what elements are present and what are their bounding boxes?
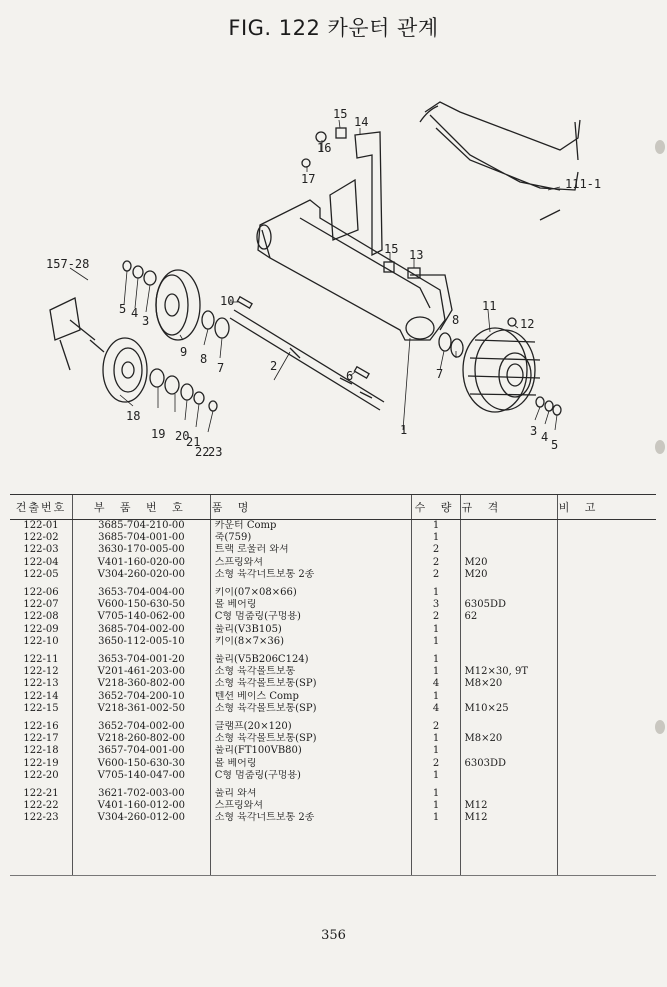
- row-index: 122-02: [23, 532, 59, 544]
- row-part-number: V218-360-802-00: [72, 678, 210, 690]
- table-row: [10, 691, 656, 703]
- row-spec: 6303DD: [460, 758, 557, 770]
- row-spec: M12×30, 9T: [460, 666, 557, 678]
- table-row: [10, 666, 656, 678]
- row-quantity: 1: [412, 624, 460, 636]
- callout-11: 11: [482, 299, 497, 313]
- row-index: 122-04: [23, 556, 59, 568]
- row-spec: 6305DD: [460, 599, 557, 611]
- row-part-name: 카운터 Comp: [210, 520, 412, 533]
- row-part-number: 3657-704-001-00: [72, 745, 210, 757]
- header-quantity: 수 량: [412, 495, 460, 520]
- row-quantity: 1: [412, 654, 460, 666]
- callout-13: 13: [409, 248, 424, 262]
- row-spec: M20: [460, 569, 557, 581]
- row-remarks: [557, 800, 656, 812]
- row-part-number: V201-461-203-00: [72, 666, 210, 678]
- row-part-number: V705-140-062-00: [72, 611, 210, 623]
- binder-hole: [655, 440, 665, 454]
- row-quantity: 1: [412, 691, 460, 703]
- row-part-number: V401-160-020-00: [72, 557, 210, 569]
- callout-157-28: 157-28: [46, 257, 90, 271]
- row-part-name: 스프링와셔: [210, 557, 412, 569]
- row-spec: [460, 587, 557, 599]
- page-number: 356: [321, 928, 346, 943]
- row-index: 122-10: [23, 635, 59, 647]
- table-row: [10, 812, 656, 824]
- row-part-name: 풀리(V3B105): [210, 624, 412, 636]
- parts-table-header: [10, 495, 656, 520]
- row-spec: [460, 520, 557, 533]
- row-remarks: [557, 654, 656, 666]
- row-part-number: V218-361-002-50: [72, 703, 210, 715]
- binder-hole: [655, 720, 665, 734]
- row-part-number: 3653-704-001-20: [72, 654, 210, 666]
- row-index: 122-15: [23, 702, 59, 714]
- row-index: 122-22: [23, 800, 59, 812]
- row-part-number: V600-150-630-30: [72, 758, 210, 770]
- table-row: [10, 636, 656, 648]
- row-index: 122-17: [23, 733, 59, 745]
- row-quantity: 1: [412, 587, 460, 599]
- row-index: 122-16: [23, 721, 59, 733]
- row-remarks: [557, 666, 656, 678]
- header-part-name: 품 명: [210, 495, 412, 520]
- row-part-number: V705-140-047-00: [72, 770, 210, 782]
- table-row: [10, 788, 656, 800]
- row-part-name: 키이(07×08×66): [210, 587, 412, 599]
- row-part-name: 키이(8×7×36): [210, 636, 412, 648]
- row-part-number: V304-260-012-00: [72, 812, 210, 824]
- table-row: [10, 654, 656, 666]
- row-part-name: 소형 육각볼트보통(SP): [210, 678, 412, 690]
- row-spec: [460, 691, 557, 703]
- row-remarks: [557, 544, 656, 556]
- row-index: 122-01: [23, 520, 59, 531]
- row-part-name: 소형 육각볼트보통(SP): [210, 733, 412, 745]
- row-index: 122-06: [23, 587, 59, 599]
- table-row: [10, 599, 656, 611]
- row-remarks: [557, 758, 656, 770]
- row-part-number: 3685-704-002-00: [72, 624, 210, 636]
- header-remarks: 비 고: [557, 495, 656, 520]
- row-index: 122-13: [23, 678, 59, 690]
- callout-10: 10: [220, 294, 235, 308]
- callout-5: 5: [119, 302, 127, 316]
- row-remarks: [557, 520, 656, 533]
- row-quantity: 3: [412, 599, 460, 611]
- row-part-name: 풀리(V5B206C124): [210, 654, 412, 666]
- row-remarks: [557, 733, 656, 745]
- table-footer-space: [10, 825, 656, 876]
- row-part-name: 풀리 와셔: [210, 788, 412, 800]
- row-quantity: 1: [412, 520, 460, 533]
- row-spec: [460, 532, 557, 544]
- row-quantity: 4: [412, 678, 460, 690]
- callout-5b: 5: [551, 438, 559, 452]
- row-spec: M8×20: [460, 678, 557, 690]
- row-spec: [460, 788, 557, 800]
- row-quantity: 2: [412, 611, 460, 623]
- callout-16: 16: [317, 141, 332, 155]
- callout-8: 8: [200, 352, 208, 366]
- table-row: [10, 557, 656, 569]
- callout-23: 23: [208, 445, 223, 459]
- row-quantity: 1: [412, 800, 460, 812]
- row-part-name: 클램프(20×120): [210, 721, 412, 733]
- row-part-number: 3621-702-003-00: [72, 788, 210, 800]
- row-spec: [460, 770, 557, 782]
- row-spec: [460, 721, 557, 733]
- callout-15: 15: [333, 107, 348, 121]
- callout-18: 18: [126, 409, 141, 423]
- table-row: [10, 733, 656, 745]
- row-part-name: 텐션 베이스 Comp: [210, 691, 412, 703]
- row-remarks: [557, 599, 656, 611]
- row-spec: [460, 636, 557, 648]
- callout-2: 2: [270, 359, 278, 373]
- callout-19: 19: [151, 427, 166, 441]
- row-index: 122-07: [23, 599, 59, 611]
- row-remarks: [557, 624, 656, 636]
- row-quantity: 1: [412, 636, 460, 648]
- row-remarks: [557, 587, 656, 599]
- row-part-name: 풀리(FT100VB80): [210, 745, 412, 757]
- row-quantity: 1: [412, 666, 460, 678]
- table-row: [10, 611, 656, 623]
- row-remarks: [557, 611, 656, 623]
- row-index: 122-23: [23, 812, 59, 824]
- row-remarks: [557, 569, 656, 581]
- row-spec: M8×20: [460, 733, 557, 745]
- row-remarks: [557, 721, 656, 733]
- callout-14: 14: [354, 115, 369, 129]
- row-quantity: 1: [412, 733, 460, 745]
- row-remarks: [557, 703, 656, 715]
- table-row: [10, 745, 656, 757]
- callout-12: 12: [520, 317, 535, 331]
- row-spec: [460, 624, 557, 636]
- callout-111-1: 111-1: [565, 177, 602, 191]
- row-part-number: 3653-704-004-00: [72, 587, 210, 599]
- row-spec: M20: [460, 557, 557, 569]
- row-index: 122-14: [23, 690, 59, 702]
- callout-3: 3: [142, 314, 150, 328]
- table-row: [10, 758, 656, 770]
- row-spec: [460, 654, 557, 666]
- shaft: [230, 310, 384, 410]
- row-remarks: [557, 691, 656, 703]
- row-part-name: 소형 육각너트보통 2종: [210, 812, 412, 824]
- row-remarks: [557, 557, 656, 569]
- row-index: 122-05: [23, 568, 59, 580]
- counter-arm: [258, 200, 445, 340]
- row-part-name: 소형 육각너트보통 2종: [210, 569, 412, 581]
- row-quantity: 4: [412, 703, 460, 715]
- table-row: [10, 587, 656, 599]
- table-row: [10, 520, 656, 533]
- header-index: 건출번호: [10, 495, 72, 520]
- row-remarks: [557, 770, 656, 782]
- row-part-number: V401-160-012-00: [72, 800, 210, 812]
- parts-table: [10, 494, 656, 876]
- frame-bracket: [425, 102, 580, 190]
- row-part-number: 3685-704-210-00: [72, 520, 210, 533]
- tension-base-plate: [355, 132, 382, 255]
- table-row: [10, 624, 656, 636]
- exploded-parts-diagram: [0, 40, 667, 490]
- callout-4b: 4: [541, 430, 549, 444]
- row-remarks: [557, 788, 656, 800]
- row-index: 122-19: [23, 757, 59, 769]
- row-index: 122-18: [23, 745, 59, 757]
- row-quantity: 1: [412, 745, 460, 757]
- row-remarks: [557, 745, 656, 757]
- row-remarks: [557, 812, 656, 824]
- table-row: [10, 770, 656, 782]
- callout-20: 20: [175, 429, 190, 443]
- row-spec: [460, 745, 557, 757]
- row-part-name: 소형 육각볼트보통: [210, 666, 412, 678]
- row-remarks: [557, 532, 656, 544]
- binder-hole: [655, 140, 665, 154]
- row-part-number: 3650-112-005-10: [72, 636, 210, 648]
- callout-7b: 7: [436, 367, 444, 381]
- row-part-number: V304-260-020-00: [72, 569, 210, 581]
- row-quantity: 2: [412, 544, 460, 556]
- row-part-name: 트랙 로울러 와셔: [210, 544, 412, 556]
- row-spec: M12: [460, 800, 557, 812]
- row-part-name: 볼 베어링: [210, 599, 412, 611]
- row-index: 122-08: [23, 611, 59, 623]
- row-index: 122-03: [23, 544, 59, 556]
- table-row: [10, 703, 656, 715]
- row-spec: M10×25: [460, 703, 557, 715]
- pulley-18: [103, 338, 147, 402]
- row-index: 122-09: [23, 623, 59, 635]
- row-part-name: 축(759): [210, 532, 412, 544]
- table-row: [10, 800, 656, 812]
- table-row: [10, 678, 656, 690]
- parts-table-body: [10, 520, 656, 876]
- row-quantity: 2: [412, 557, 460, 569]
- callout-17: 17: [301, 172, 316, 186]
- callout-15b: 15: [384, 242, 399, 256]
- row-index: 122-12: [23, 666, 59, 678]
- row-quantity: 2: [412, 758, 460, 770]
- figure-title: FIG. 122 카운터 관계: [228, 16, 439, 40]
- callout-3b: 3: [530, 424, 538, 438]
- table-row: [10, 569, 656, 581]
- callout-21: 21: [186, 435, 201, 449]
- row-part-name: C형 멈춤링(구멍용): [210, 770, 412, 782]
- row-index: 122-11: [23, 654, 59, 666]
- row-part-number: V600-150-630-50: [72, 599, 210, 611]
- table-row: [10, 544, 656, 556]
- row-index: 122-20: [23, 769, 59, 781]
- row-part-name: C형 멈춤링(구멍용): [210, 611, 412, 623]
- row-quantity: 2: [412, 569, 460, 581]
- callout-7: 7: [217, 361, 225, 375]
- row-part-name: 볼 베어링: [210, 758, 412, 770]
- header-spec: 규 격: [460, 495, 557, 520]
- row-part-number: V218-260-802-00: [72, 733, 210, 745]
- callout-9: 9: [180, 345, 188, 359]
- row-spec: [460, 544, 557, 556]
- row-quantity: 1: [412, 812, 460, 824]
- row-part-number: 3685-704-001-00: [72, 532, 210, 544]
- callout-8b: 8: [452, 313, 460, 327]
- row-index: 122-21: [23, 788, 59, 800]
- callout-6: 6: [346, 369, 354, 383]
- row-part-number: 3630-170-005-00: [72, 544, 210, 556]
- row-part-name: 스프링와셔: [210, 800, 412, 812]
- row-quantity: 2: [412, 721, 460, 733]
- row-spec: 62: [460, 611, 557, 623]
- callout-1: 1: [400, 423, 408, 437]
- row-quantity: 1: [412, 532, 460, 544]
- row-quantity: 1: [412, 788, 460, 800]
- table-row: [10, 532, 656, 544]
- row-part-name: 소형 육각볼트보통(SP): [210, 703, 412, 715]
- row-spec: M12: [460, 812, 557, 824]
- row-part-number: 3652-704-002-00: [72, 721, 210, 733]
- row-part-number: 3652-704-200-10: [72, 691, 210, 703]
- row-remarks: [557, 636, 656, 648]
- callout-4: 4: [131, 306, 139, 320]
- callout-22: 22: [195, 445, 210, 459]
- row-quantity: 1: [412, 770, 460, 782]
- table-row: [10, 721, 656, 733]
- row-remarks: [557, 678, 656, 690]
- header-part-number: 부 품 번 호: [72, 495, 210, 520]
